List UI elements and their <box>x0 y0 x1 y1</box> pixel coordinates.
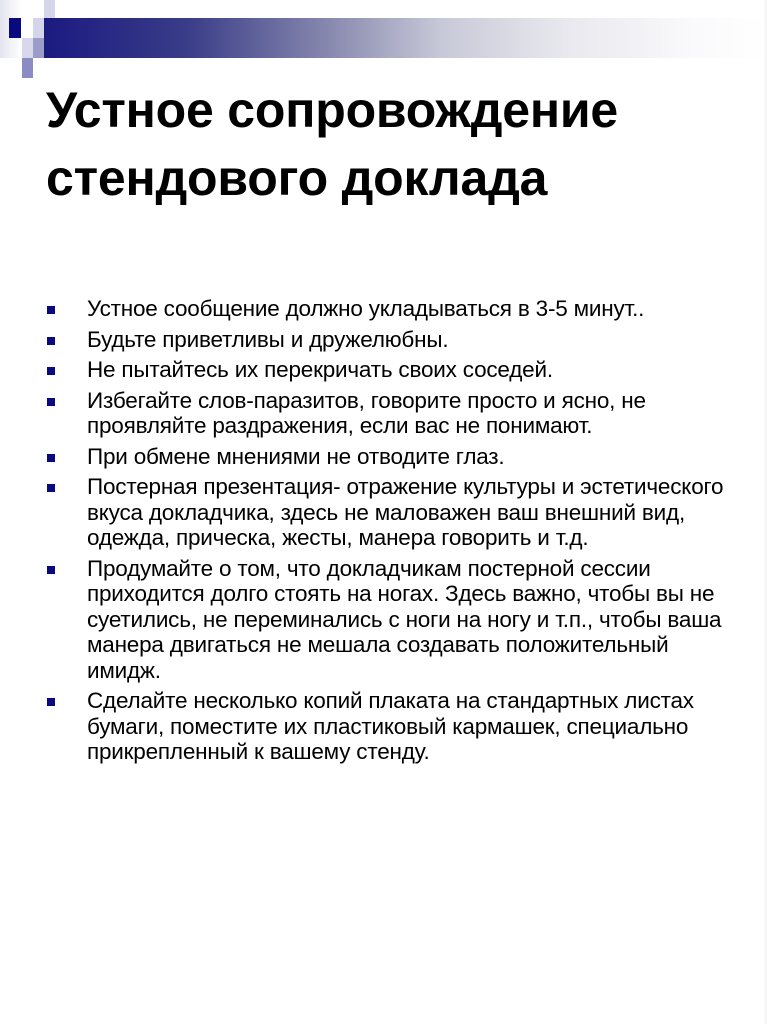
slide-right-edge <box>763 0 767 1024</box>
square-bullet-icon <box>47 337 55 345</box>
deco-square-dark <box>9 18 21 38</box>
square-bullet-icon <box>47 306 55 314</box>
bullet-item <box>46 296 726 322</box>
bullet-text: Будьте приветливы и дружелюбны. <box>87 326 449 352</box>
bullet-item <box>46 556 726 684</box>
bullet-text: Продумайте о том, что докладчикам постерной сессии приходится долго стоять на ногах. Здесь важно, чтобы вы не суетились, не переминались с ноги на ногу и т.п., чтобы ваша манера двигаться не мешала создавать положительный имидж. <box>87 555 722 683</box>
deco-square-light <box>33 18 44 38</box>
bullet-text: Постерная презентация- отражение культуры и эстетического вкуса докладчика, здесь не маловажен ваш внешний вид, одежда, прическа, жесты, манера говорить и т.д. <box>87 474 724 550</box>
bullet-list <box>46 296 726 770</box>
deco-square-row2-light <box>22 38 33 58</box>
deco-square-bottom <box>22 58 33 78</box>
square-bullet-icon <box>47 367 55 375</box>
square-bullet-icon <box>47 698 55 706</box>
bullet-item <box>46 327 726 353</box>
square-bullet-icon <box>47 398 55 406</box>
bullet-item <box>46 474 726 551</box>
header-gradient-bar <box>44 18 767 58</box>
square-bullet-icon <box>47 484 55 492</box>
bullet-item <box>46 357 726 383</box>
deco-square-top-right <box>44 0 55 18</box>
header-decoration <box>0 0 767 80</box>
bullet-text: Не пытайтесь их перекричать своих соседей. <box>87 357 553 382</box>
title-line-1: Устное сопровождение <box>46 82 619 138</box>
slide-title <box>46 76 746 212</box>
square-bullet-icon <box>47 566 55 574</box>
bullet-text: При обмене мнениями не отводите глаз. <box>87 443 505 469</box>
title-line-2: стендового доклада <box>46 150 548 206</box>
bullet-item <box>46 688 726 765</box>
bullet-text: Устное сообщение должно укладываться в 3-5 минут.. <box>87 296 645 321</box>
bullet-item <box>46 388 726 439</box>
bullet-text: Избегайте слов-паразитов, говорите просто и ясно, не проявляйте раздражения, если вас не понимают. <box>87 387 646 438</box>
bullet-text: Сделайте несколько копий плаката на стандартных листах бумаги, поместите их пластиковый кармашек, специально прикрепленный к вашему стенду. <box>87 688 694 764</box>
bullet-item <box>46 444 726 470</box>
deco-square-row2-medium <box>33 38 44 58</box>
square-bullet-icon <box>47 454 55 462</box>
